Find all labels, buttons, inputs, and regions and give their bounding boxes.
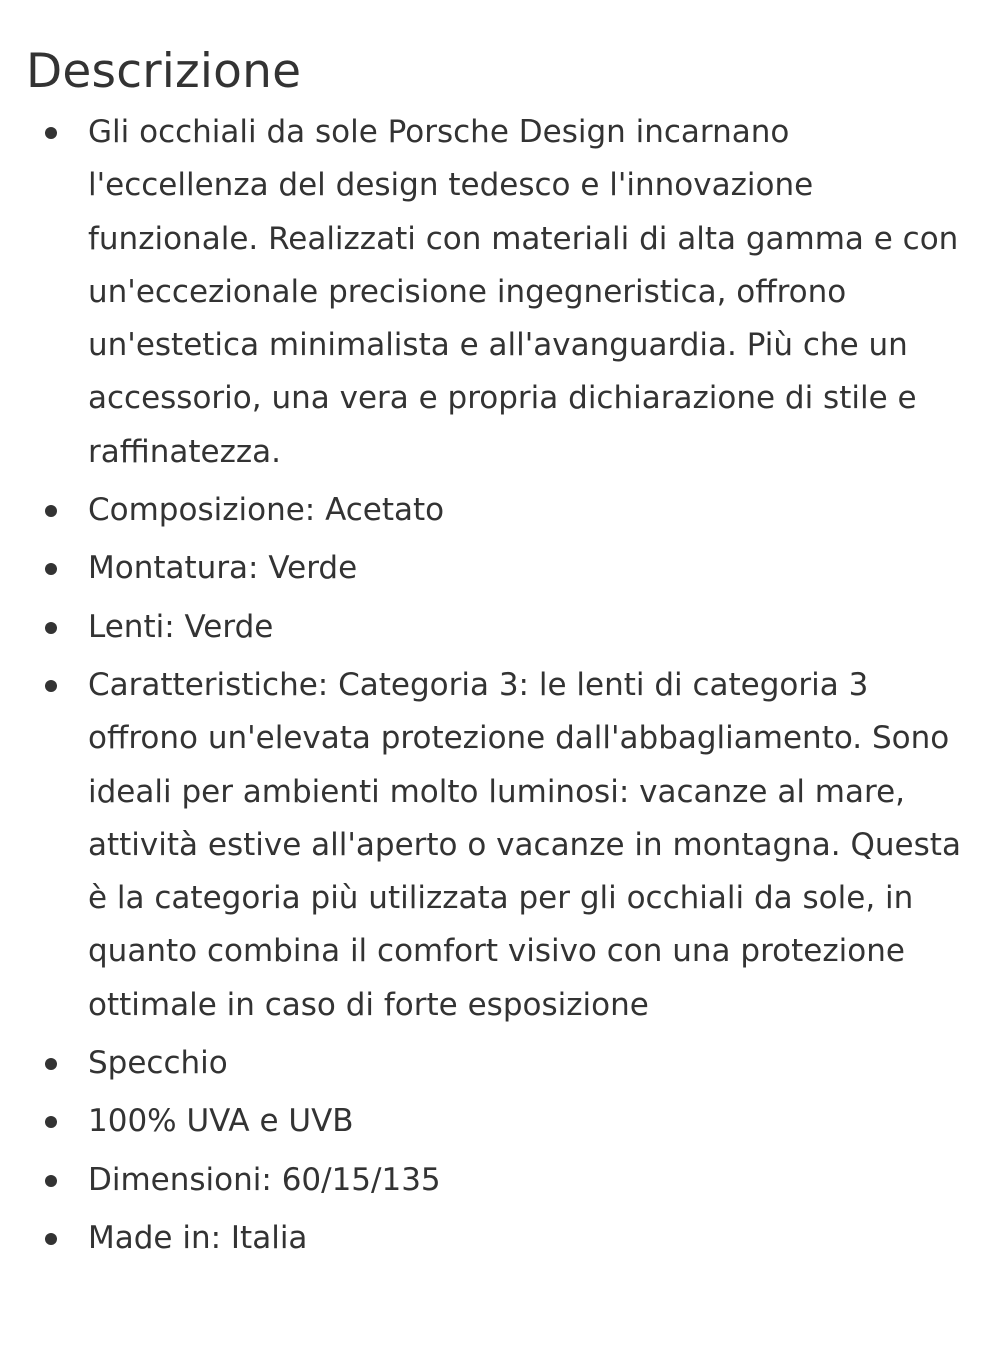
description-item-features	[0, 659, 993, 1032]
description-item-text: Dimensioni: 60/15/135	[88, 1161, 441, 1198]
description-item-text: Lenti: Verde	[88, 608, 274, 645]
bullet-icon	[45, 127, 57, 139]
bullet-icon	[45, 622, 57, 634]
description-item-text: 100% UVA e UVB	[88, 1103, 354, 1140]
description-item-composition	[0, 484, 993, 537]
description-item-text: Composizione: Acetato	[88, 492, 445, 529]
description-item-lenses	[0, 601, 993, 654]
description-item-mirror	[0, 1037, 993, 1090]
bullet-icon	[45, 1116, 57, 1128]
description-heading: Descrizione	[26, 44, 302, 99]
bullet-icon	[45, 563, 57, 575]
bullet-icon	[45, 680, 57, 692]
bullet-icon	[45, 1175, 57, 1187]
bullet-icon	[45, 1058, 57, 1070]
description-item-text: Specchio	[88, 1045, 228, 1082]
description-item-text: Made in: Italia	[88, 1219, 308, 1256]
description-item-text: Caratteristiche: Categoria 3: le lenti di categoria 3 offrono un'elevata protezione dall'abbagliamento. Sono ideali per ambienti molto luminosi: vacanze al mare, attività estive all'aperto o vacanze in montagna. Questa è la categoria più utilizzata per gli occhiali da sole, in quanto combina il comfort visivo con una protezione ottimale in caso di forte esposizione	[88, 666, 961, 1023]
description-item-intro	[0, 106, 993, 479]
description-item-origin	[0, 1212, 993, 1265]
description-item-text: Gli occhiali da sole Porsche Design incarnano l'eccellenza del design tedesco e l'innovazione funzionale. Realizzati con materiali di alta gamma e con un'eccezionale precisione ingegneristica, offrono un'estetica minimalista e all'avanguardia. Più che un accessorio, una vera e propria dichiarazione di stile e raffinatezza.	[88, 114, 959, 470]
description-item-uv-protection	[0, 1095, 993, 1148]
description-item-dimensions	[0, 1154, 993, 1207]
description-item-text: Montatura: Verde	[88, 550, 358, 587]
bullet-icon	[45, 1233, 57, 1245]
description-list	[0, 106, 993, 1270]
bullet-icon	[45, 505, 57, 517]
description-item-frame	[0, 542, 993, 595]
